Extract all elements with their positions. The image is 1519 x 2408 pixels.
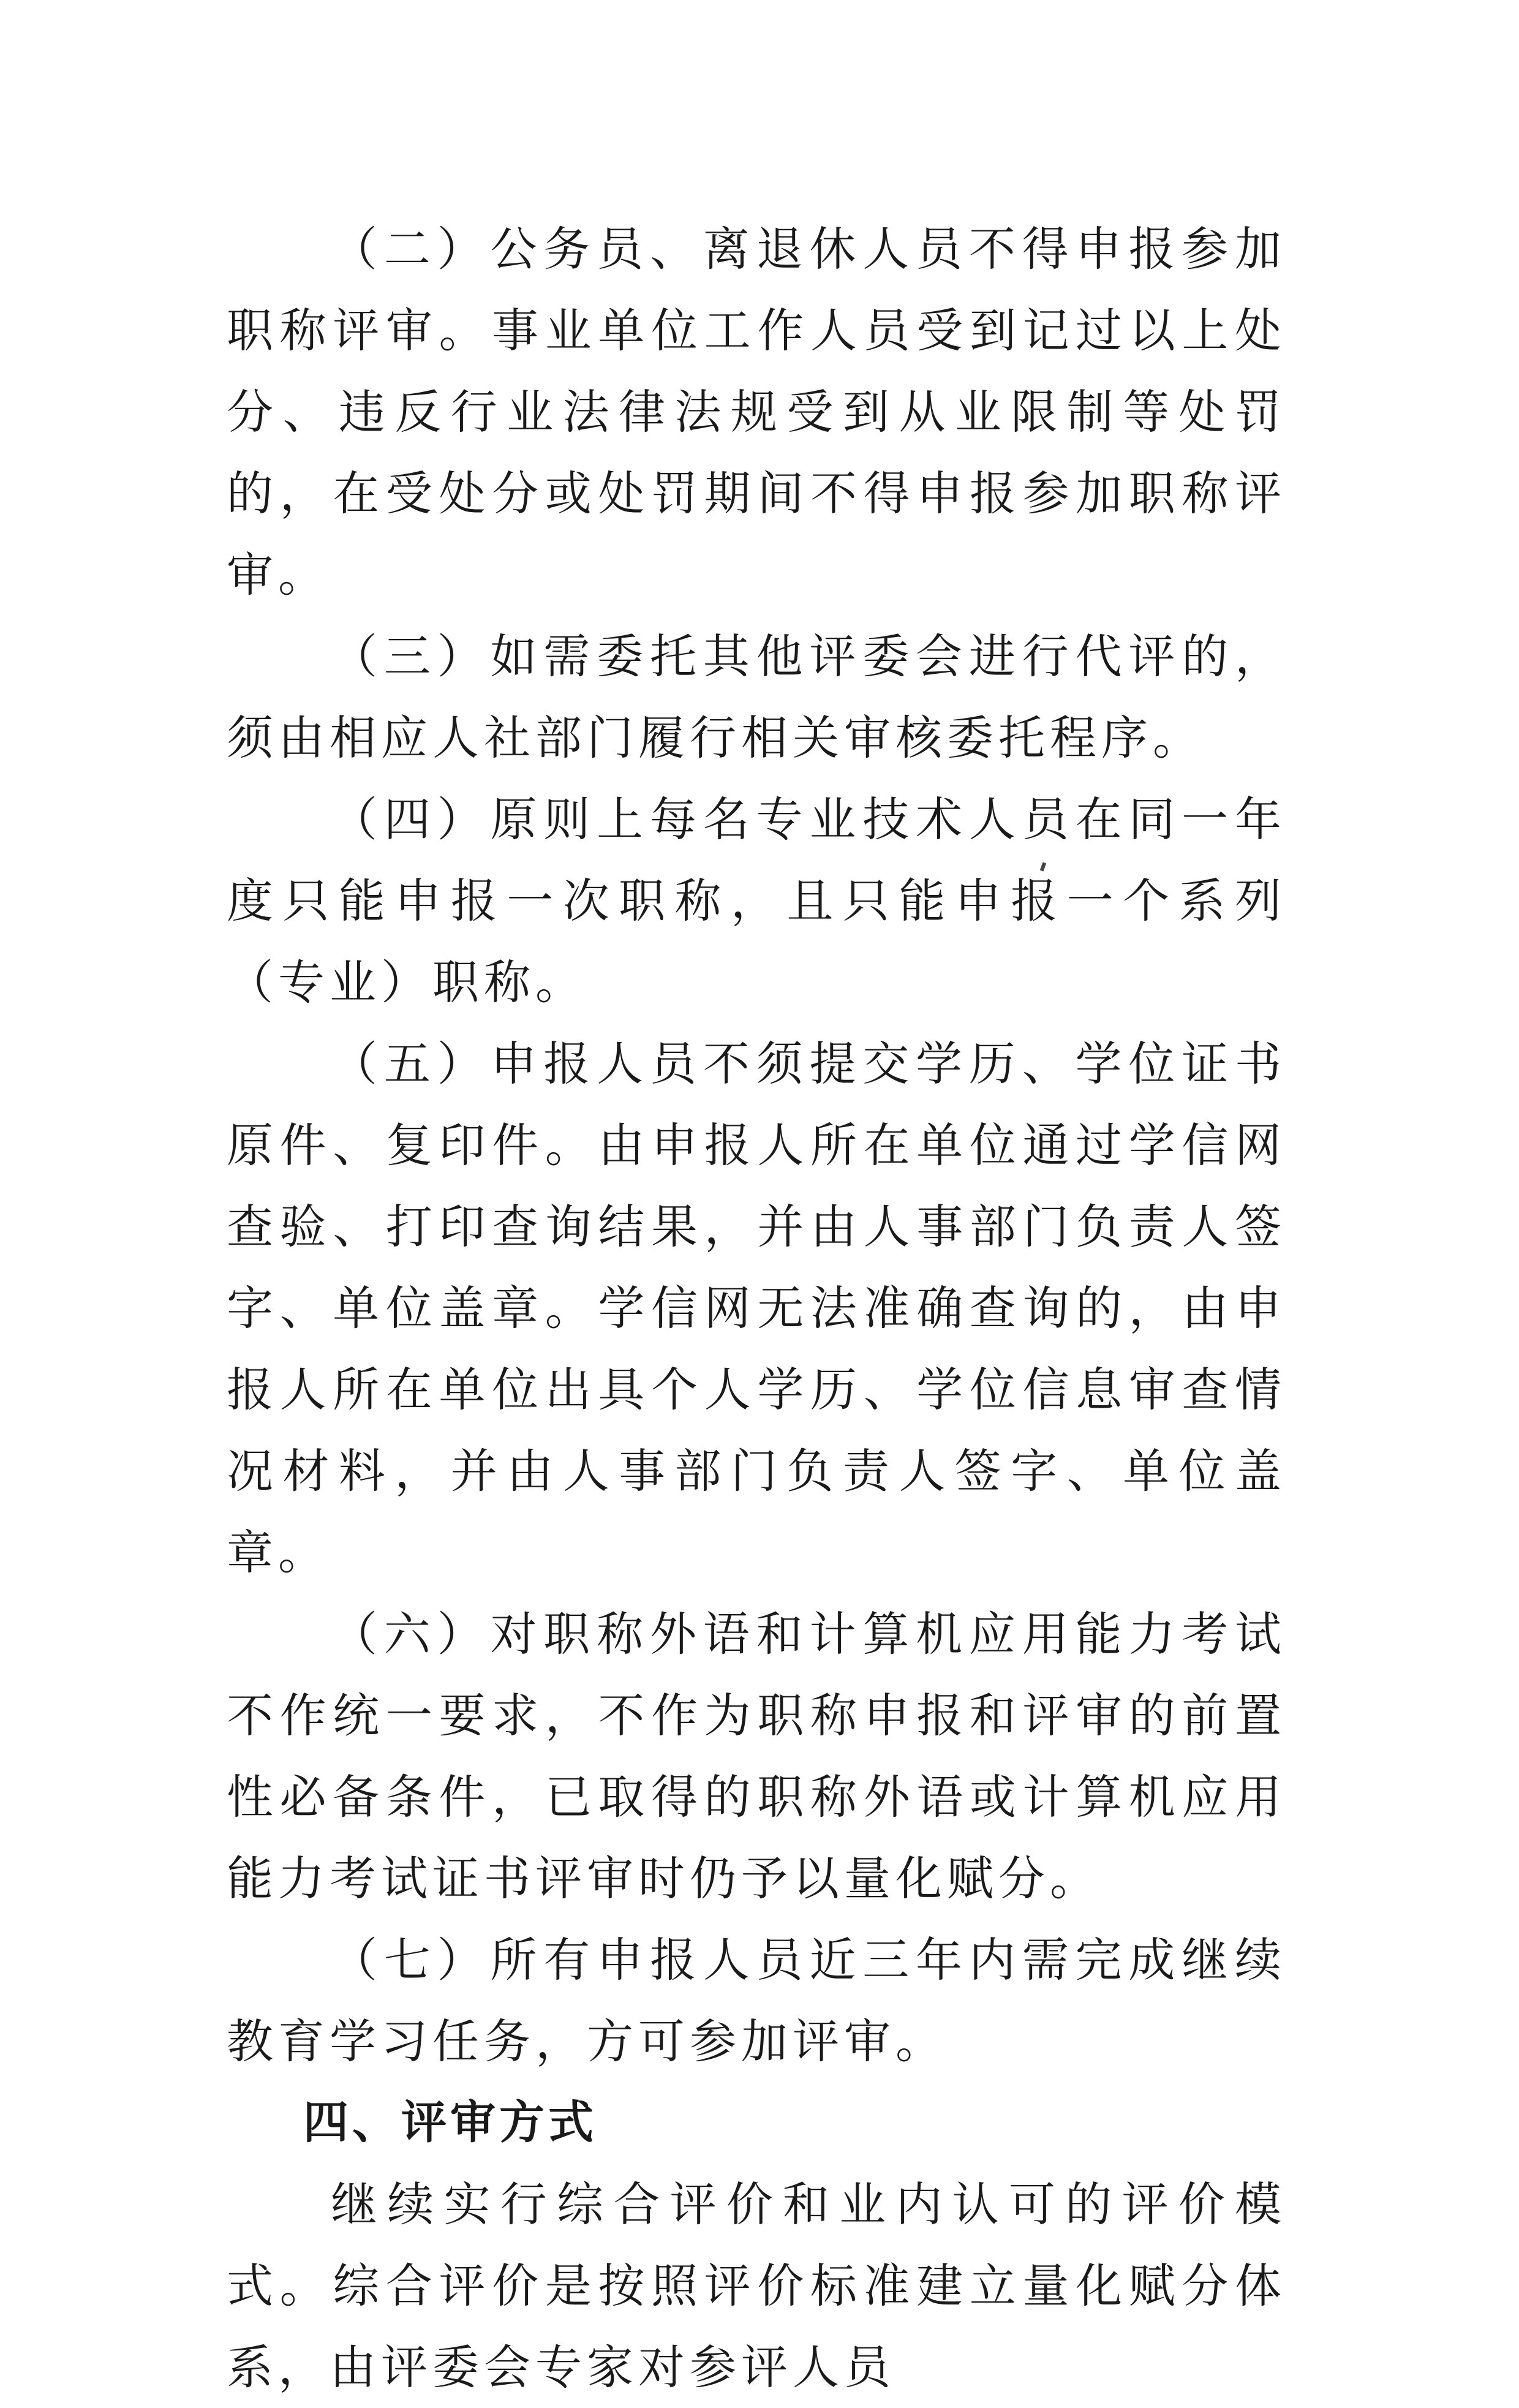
paragraph-item-3: （三）如需委托其他评委会进行代评的，须由相应人社部门履行相关审核委托程序。 bbox=[227, 629, 1286, 765]
paragraph-item-5: （五）申报人员不须提交学历、学位证书原件、复印件。由申报人所在单位通过学信网查验、打印查询结果，并由人事部门负责人签字、单位盖章。学信网无法准确查询的，由申报人所在单位出具个人学历、学位信息审查情况材料，并由人事部门负责人签字、单位盖章。 bbox=[227, 1036, 1286, 1580]
section-heading: 四、评审方式 bbox=[303, 2096, 597, 2149]
paragraph-item-2: （二）公务员、离退休人员不得申报参加职称评审。事业单位工作人员受到记过以上处分、违反行业法律法规受到从业限制等处罚的，在受处分或处罚期间不得申报参加职称评审。 bbox=[227, 222, 1286, 602]
paragraph-item-4: （四）原则上每名专业技术人员在同一年度只能申报一次职称，且只能申报一个系列（专业）职称。 bbox=[227, 792, 1286, 1010]
paragraph-item-6: （六）对职称外语和计算机应用能力考试不作统一要求，不作为职称申报和评审的前置性必备条件，已取得的职称外语或计算机应用能力考试证书评审时仍予以量化赋分。 bbox=[227, 1607, 1286, 1906]
closing-paragraph: 继续实行综合评价和业内认可的评价模式。综合评价是按照评价标准建立量化赋分体系，由评委会专家对参评人员 bbox=[227, 2177, 1286, 2395]
document-body bbox=[227, 208, 1286, 2408]
paragraph-item-7: （七）所有申报人员近三年内需完成继续教育学习任务，方可参加评审。 bbox=[227, 1933, 1286, 2069]
